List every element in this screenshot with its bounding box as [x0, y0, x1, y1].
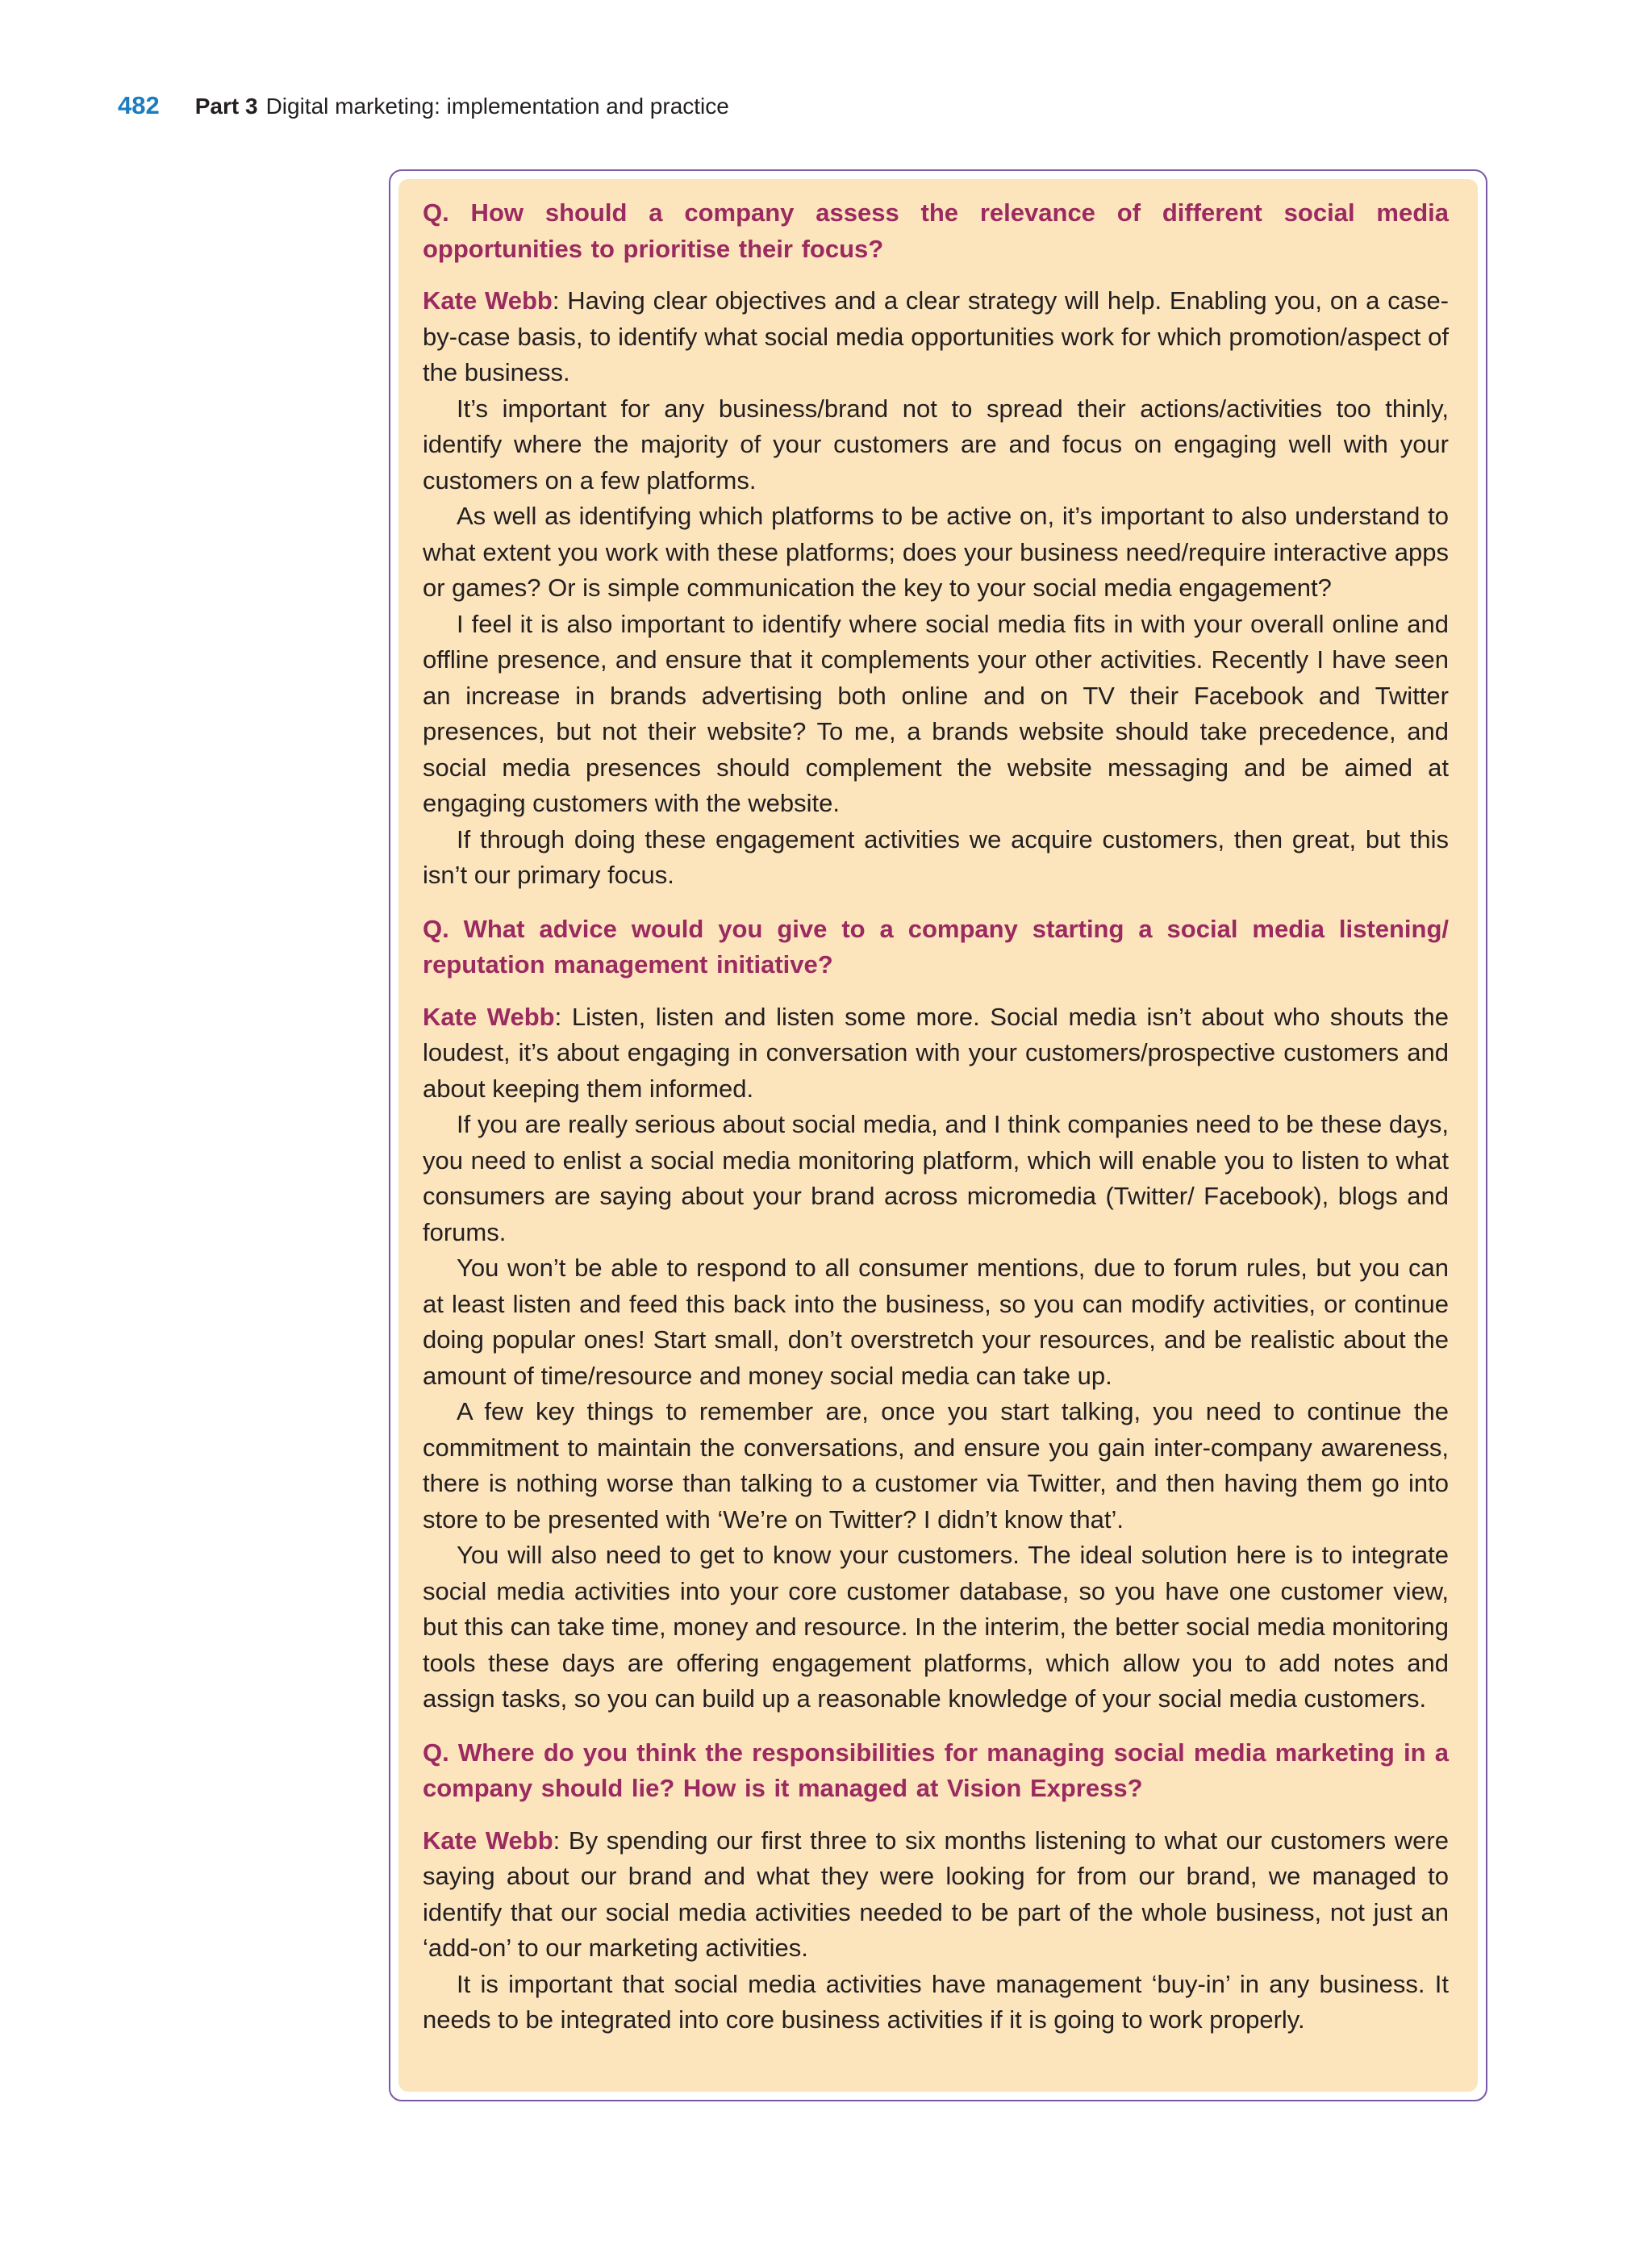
answer-paragraph: I feel it is also important to identify where social media fits in with your overall online and offline presence, and ensure that it complements your other activities. Recently I have seen an increase in brands advertising both online and on TV their Facebook and Twitter presences, but not their website? To me, a brands website should take precedence, and social media presences should complement the website messaging and be aimed at engaging customers with the website.: [423, 609, 1449, 817]
answer-text: : Listen, listen and listen some more. Social media isn’t about who shouts the loudest, it’s about engaging in conversation with your customers/prospective customers and about keeping them informed.: [423, 1002, 1449, 1103]
speaker-name: Kate Webb: [423, 286, 553, 315]
answer-paragraph: As well as identifying which platforms to be active on, it’s important to also understand to what extent you work with these platforms; does your business need/require interactive apps or games? Or is simple communication the key to your social media engagement?: [423, 502, 1449, 602]
answer-text: : Having clear objectives and a clear strategy will help. Enabling you, on a case-by-case basis, to identify what social media opportunities work for which promotion/aspect of the business.: [423, 286, 1450, 386]
interview-answer: [423, 1823, 1449, 1967]
running-head: [118, 91, 729, 130]
answer-paragraph: You won’t be able to respond to all consumer mentions, due to forum rules, but you can at least listen and feed this back into the business, so you can modify activities, or continue doing popular ones! Start small, don’t overstretch your resources, and be realistic about the amount of time/resource and money social media can take up.: [423, 1254, 1449, 1390]
answer-paragraph: It’s important for any business/brand not to spread their actions/activities too thinly, identify where the majority of your customers are and focus on engaging well with your customers on a few platforms.: [423, 394, 1449, 494]
interview-question: Q. How should a company assess the relevance of different social media opportunities to prioritise their focus?: [423, 198, 1449, 263]
speaker-name: Kate Webb: [423, 1002, 555, 1031]
page-number: 482: [118, 91, 160, 119]
answer-text: : By spending our first three to six months listening to what our customers were saying about our brand and what they were looking for from our brand, we managed to identify that our social media activities needed to be part of the whole business, not just an ‘add-on’ to our marketing activities.: [423, 1826, 1449, 1962]
answer-paragraph: You will also need to get to know your customers. The ideal solution here is to integrate social media activities into your core customer database, so you have one customer view, but this can take time, money and resource. In the interim, the better social media monitoring tools these days are offering engagement platforms, which allow you to add notes and assign tasks, so you can build up a reasonable knowledge of your social media customers.: [423, 1541, 1449, 1713]
interview-question: Q. Where do you think the responsibilities for managing social media marketing in a company should lie? How is it managed at Vision Express?: [423, 1738, 1449, 1802]
interview-question: Q. What advice would you give to a company starting a social media listening/ reputation management initiative?: [423, 914, 1449, 979]
answer-paragraph: It is important that social media activities have management ‘buy-in’ in any business. It needs to be integrated into core business activities if it is going to work properly.: [423, 1969, 1449, 2034]
part-label: Part 3: [194, 94, 258, 119]
interview-answer: [423, 283, 1449, 391]
interview-answer: [423, 999, 1449, 1108]
answer-paragraph: A few key things to remember are, once you start talking, you need to continue the commitment to maintain the conversations, and ensure you gain inter-company awareness, there is nothing worse than talking to a customer via Twitter, and then having them go into store to be presented with ‘We’re on Twitter? I didn’t know that’.: [423, 1397, 1449, 1534]
answer-paragraph: If you are really serious about social media, and I think companies need to be these days, you need to enlist a social media monitoring platform, which will enable you to listen to what consumers are saying about your brand across micromedia (Twitter/ Facebook), blogs and forums.: [423, 1110, 1449, 1246]
speaker-name: Kate Webb: [423, 1826, 553, 1855]
interview-box: [398, 179, 1478, 2092]
part-title: Digital marketing: implementation and practice: [265, 94, 729, 119]
answer-paragraph: If through doing these engagement activities we acquire customers, then great, but this isn’t our primary focus.: [423, 824, 1449, 889]
